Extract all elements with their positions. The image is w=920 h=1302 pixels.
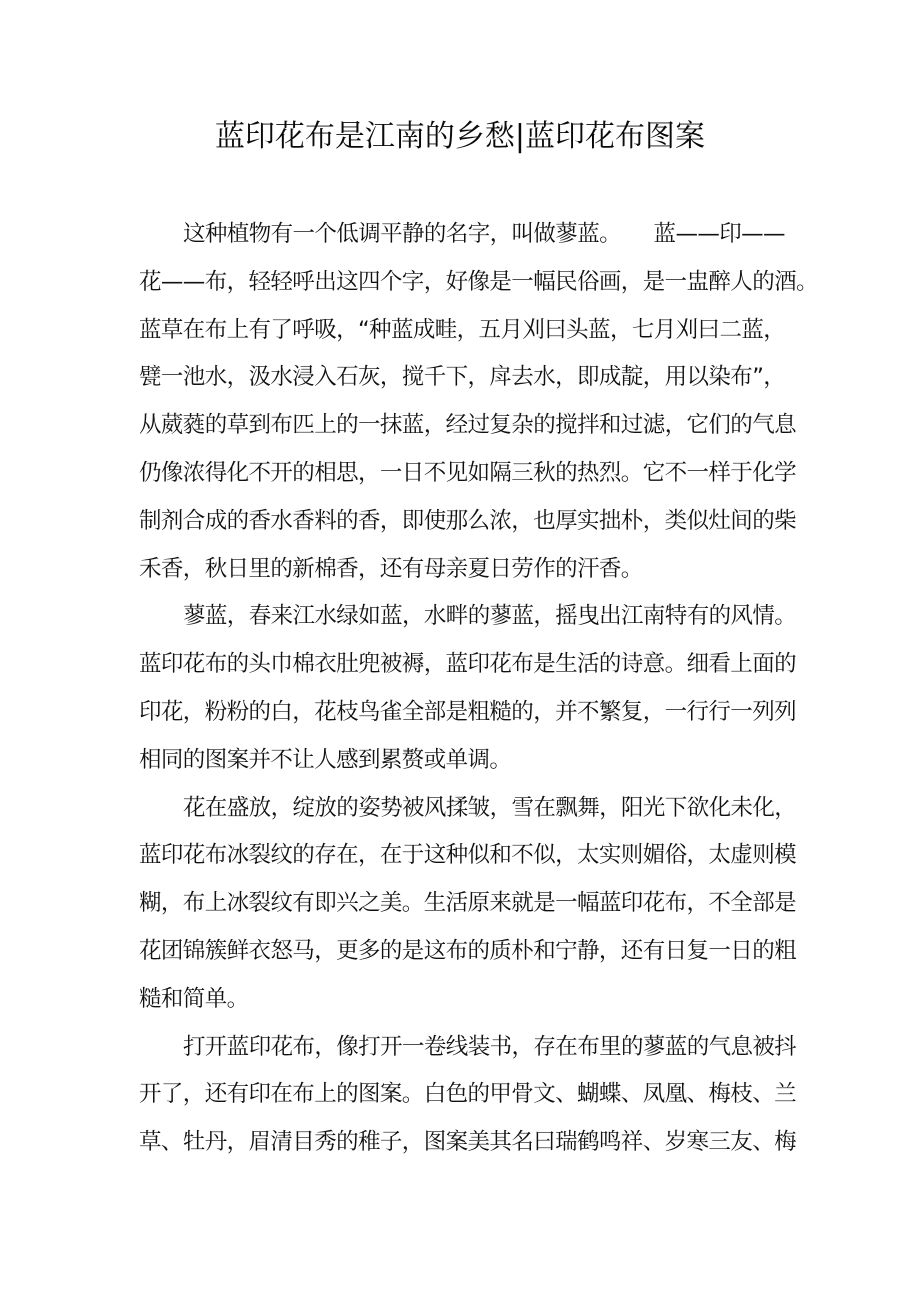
text-line: 甓一池水，汲水浸入石灰，搅千下，戽去水，即成靛，用以染布”， [139,364,786,391]
document-body [139,214,818,1170]
text-line: 蓝草在布上有了呼吸，“种蓝成畦，五月刈曰头蓝，七月刈曰二蓝， [139,316,786,343]
document-title: 蓝印花布是江南的乡愁|蓝印花布图案 [214,119,706,154]
text-line: 花——布，轻轻呼出这四个字，好像是一幅民俗画，是一盅醉人的酒。 [139,268,818,295]
text-line: 糙和简单。 [139,985,249,1012]
text-line: 这种植物有一个低调平静的名字，叫做蓼蓝。 蓝——印—— [183,221,785,247]
text-line: 蓝印花布冰裂纹的存在，在于这种似和不似，太实则媚俗，太虚则模 [139,842,797,869]
text-line: 相同的图案并不让人感到累赘或单调。 [139,746,512,773]
text-line: 打开蓝印花布，像打开一卷线装书，存在布里的蓼蓝的气息被抖 [183,1033,797,1060]
text-line: 花团锦簇鲜衣怒马，更多的是这布的质朴和宁静，还有日复一日的粗 [139,937,797,964]
text-line: 糊，布上冰裂纹有即兴之美。生活原来就是一幅蓝印花布，不全部是 [139,890,797,917]
text-line: 蓝印花布的头巾棉衣肚兜被褥，蓝印花布是生活的诗意。细看上面的 [139,651,797,678]
text-line: 草、牡丹，眉清目秀的稚子，图案美其名曰瑞鹤鸣祥、岁寒三友、梅 [139,1129,797,1156]
text-line: 从葳蕤的草到布匹上的一抹蓝，经过复杂的搅拌和过滤，它们的气息 [139,412,797,439]
text-line: 仍像浓得化不开的相思，一日不见如隔三秋的热烈。它不一样于化学 [139,459,797,486]
text-line: 印花，粉粉的白，花枝鸟雀全部是粗糙的，并不繁复，一行行一列列 [139,698,797,725]
text-line: 制剂合成的香水香料的香，即使那么浓，也厚实拙朴，类似灶间的柴 [139,507,797,534]
text-line: 禾香，秋日里的新棉香，还有母亲夏日劳作的汗香。 [139,555,643,582]
text-line: 花在盛放，绽放的姿势被风揉皱，雪在飘舞，阳光下欲化未化， [183,794,797,821]
text-line: 开了，还有印在布上的图案。白色的甲骨文、蝴蝶、凤凰、梅枝、兰 [139,1081,797,1108]
text-line: 蓼蓝，春来江水绿如蓝，水畔的蓼蓝，摇曳出江南特有的风情。 [183,603,797,630]
